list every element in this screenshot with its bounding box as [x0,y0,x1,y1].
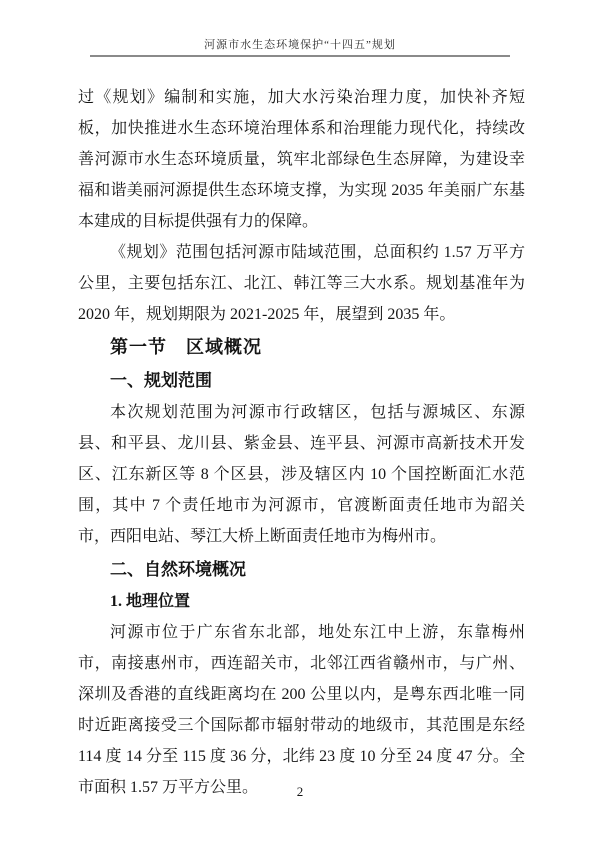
subsubheading-geographic-location: 1. 地理位置 [110,593,191,610]
page-body [78,82,525,803]
paragraph-planning-scope-detail: 本次规划范围为河源市行政辖区，包括与源城区、东源县、和平县、龙川县、紫金县、连平县、河源市高新技术开发区、江东新区等 8 个区县，涉及辖区内 10 个国控断面汇水范围，其中 7 个责任地市为河源市，官渡断面责任地市为韶关市，西阳电站、琴江大桥上断面责任地市为梅州市。 [78,404,525,545]
page-footer [0,784,600,800]
paragraph-geography: 河源市位于广东省东北部，地处东江中上游，东靠梅州市，南接惠州市，西连韶关市，北邻江西省赣州市，与广州、深圳及香港的直线距离均在 200 公里以内，是粤东西北唯一同时近距离接受三个国际都市辐射带动的地级市，其范围是东经 114 度 14 分至 115 度 36 分，北纬 23 度 10 分至 24 度 47 分。全市面积 1.57 万平方公里。 [78,624,525,796]
paragraph-plan-scope: 《规划》范围包括河源市陆域范围，总面积约 1.57 万平方公里，主要包括东江、北江、韩江等三大水系。规划基准年为 2020 年，规划期限为 2021-2025 年，展望到 2035 年。 [78,244,525,323]
subheading-planning-scope: 一、规划范围 [110,371,212,390]
header-rule-divider [90,55,510,57]
section-heading-regional-overview: 第一节 区域概况 [110,337,262,357]
running-header-title: 河源市水生态环境保护“十四五”规划 [204,39,396,51]
subheading-natural-environment: 二、自然环境概况 [110,560,246,579]
paragraph-intro-continued: 过《规划》编制和实施，加大水污染治理力度，加快补齐短板，加快推进水生态环境治理体系和治理能力现代化，持续改善河源市水生态环境质量，筑牢北部绿色生态屏障，为建设幸福和谐美丽河源提供生态环境支撑，为实现 2035 年美丽广东基本建成的目标提供强有力的保障。 [78,89,525,230]
page-number: 2 [296,784,304,799]
